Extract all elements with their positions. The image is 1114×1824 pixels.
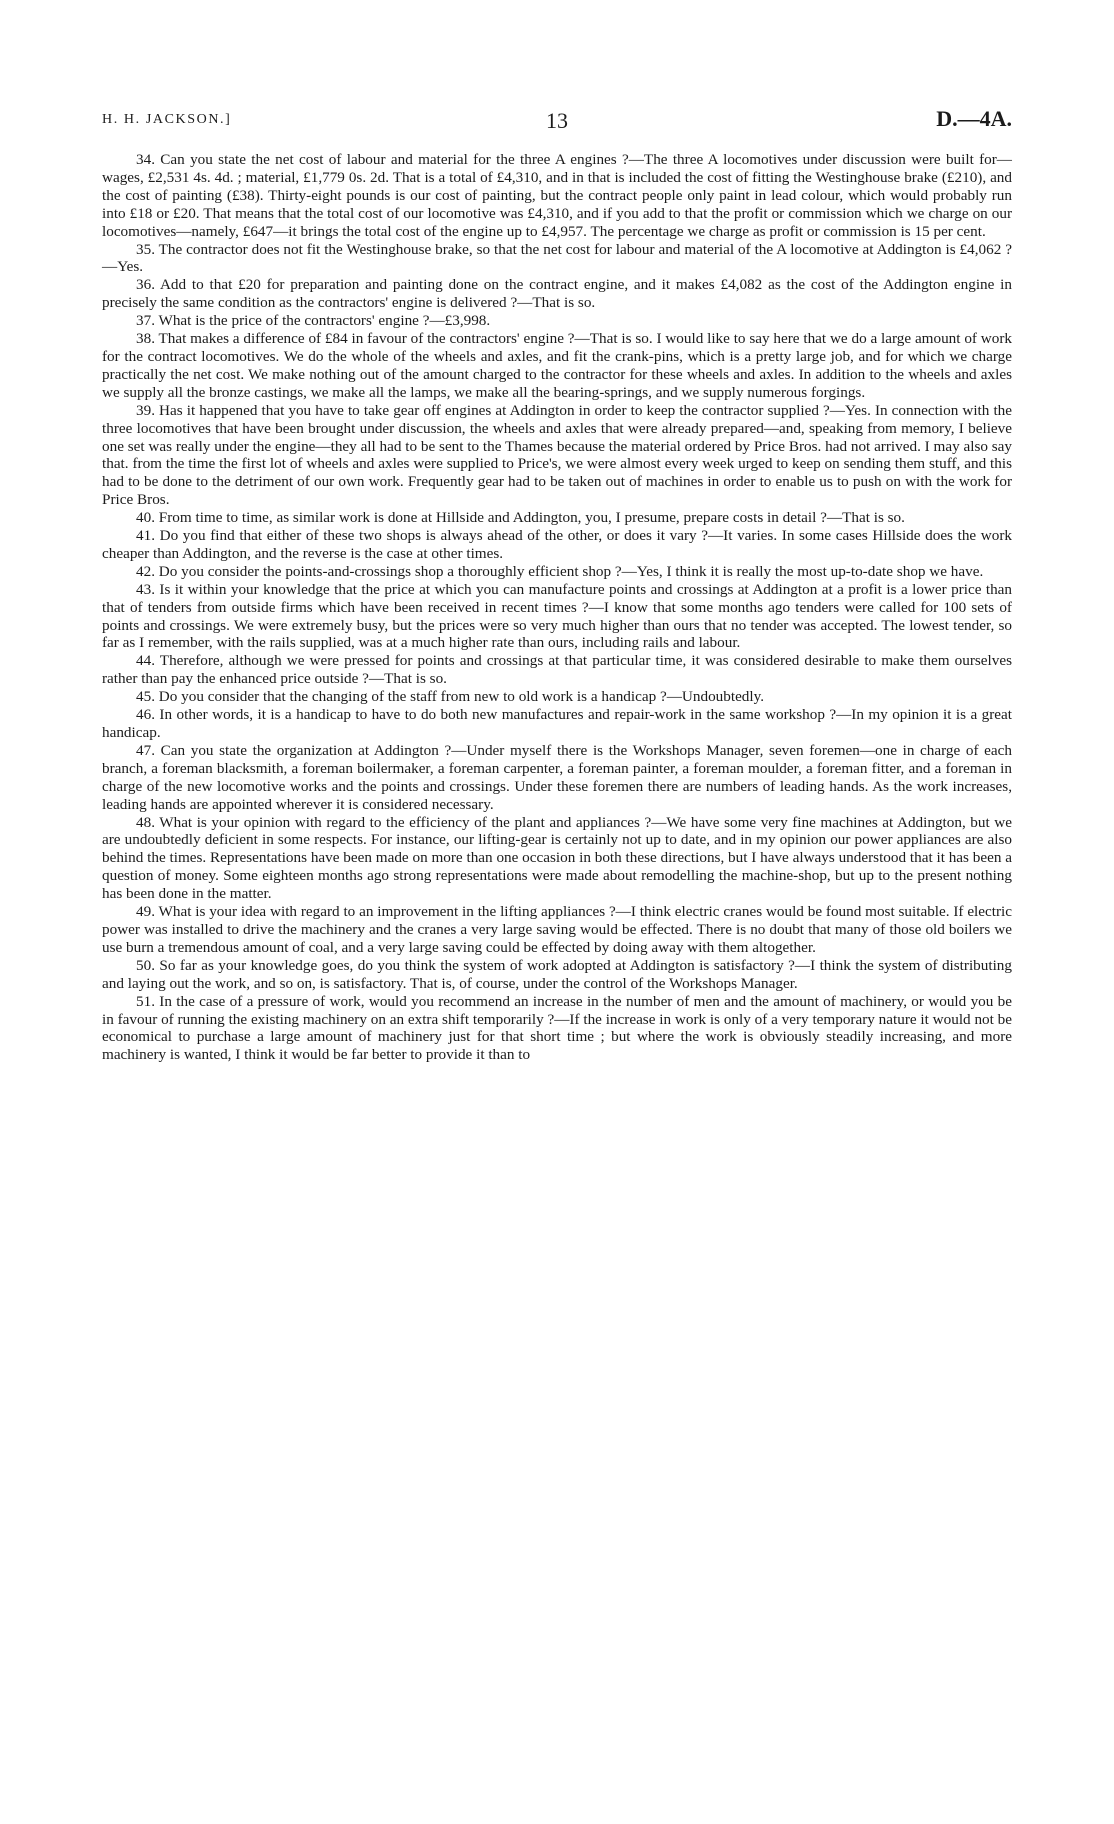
paragraph-42: 42. Do you consider the points-and-crossings shop a thoroughly efficient shop ?—Yes, I think it is really the most up-to-date shop we have. — [136, 562, 984, 580]
paragraph-46: 46. In other words, it is a handicap to have to do both new manufactures and repair-work in the same workshop ?—In my opinion it is a great handicap. — [102, 706, 1012, 741]
paragraph-51: 51. In the case of a pressure of work, would you recommend an increase in the number of men and the amount of machinery, or would you be in favour of running the existing machinery on an extra shift temporarily ?—If the increase in work is only of a very temporary nature it would not be economical to purchase a large amount of machinery just for that short time ; but where the work is obviously steadily increasing, and more machinery is wanted, I think it would be far better to provide it than to — [102, 992, 1012, 1064]
page-number: 13 — [546, 108, 568, 133]
paragraph-40: 40. From time to time, as similar work is done at Hillside and Addington, you, I presume, prepare costs in detail ?—That is so. — [136, 509, 905, 527]
paragraph-44: 44. Therefore, although we were pressed for points and crossings at that particular time, it was considered desirable to make them ourselves rather than pay the enhanced price outside ?—That is so. — [102, 652, 1012, 688]
paragraph-34: 34. Can you state the net cost of labour and material for the three A engines ?—The three A locomotives under discussion were built for—wages, £2,531 4s. 4d. ; material, £1,779 0s. 2d. That is a total of £4,310, and in that is included the cost of fitting the Westinghouse brake (£210), and the cost of painting (£38). Thirty-eight pounds is our cost of painting, but the contract people only paint in lead colour, which would probably run into £18 or £20. That means that the total cost of our locomotive was £4,310, and if you add to that the profit or commission which we charge on our locomotives—namely, £647—it brings the total cost of the engine up to £4,957. The percentage we charge as profit or commission is 15 per cent. — [102, 151, 1012, 240]
paragraph-48: 48. What is your opinion with regard to the efficiency of the plant and appliances ?—We have some very fine machines at Addington, but we are undoubtedly deficient in some respects. For instance, our lifting-gear is certainly not up to date, and in my opinion our power appliances are also behind the times. Representations have been made on more than one occasion in both these directions, but I have always understood that it has been a question of money. Some eighteen months ago strong representations were made about remodelling the machine-shop, but up to the present nothing has been done in the matter. — [102, 813, 1012, 903]
paragraph-43: 43. Is it within your knowledge that the price at which you can manufacture points and crossings at Addington at a profit is a lower price than that of tenders from outside firms which have been received in recent times ?—I know that some months ago tenders were called for 100 sets of points and crossings. We were extremely busy, but the prices were so very much higher than ours that no tender was accepted. The lowest tender, so far as I remember, with the rails supplied, was at a much higher rate than ours, including rails and labour. — [102, 580, 1012, 652]
document-body — [102, 151, 1012, 1064]
witness-name: H. H. JACKSON.] — [102, 112, 232, 127]
page-header — [102, 106, 1012, 136]
paragraph-36: 36. Add to that £20 for preparation and painting done on the contract engine, and it makes £4,082 as the cost of the Addington engine in precisely the same condition as the contractors' engine is delivered ?—That is so. — [102, 276, 1012, 312]
paragraph-50: 50. So far as your knowledge goes, do you think the system of work adopted at Addington is satisfactory ?—I think the system of distributing and laying out the work, and so on, is satisfactory. That is, of course, under the control of the Workshops Manager. — [102, 956, 1012, 992]
paragraph-39: 39. Has it happened that you have to take gear off engines at Addington in order to keep the contractor supplied ?—Yes. In connection with the three locomotives that have been brought under discussion, the wheels and axles that were already prepared—and, speaking from memory, I believe one set was really under the engine—they all had to be sent to the Thames because the material ordered by Price Bros. had not arrived. I may also say that. from the time the first lot of wheels and axles were supplied to Price's, we were almost every week urged to keep on sending them stuff, and this had to be done to the detriment of our own work. Frequently gear had to be taken out of machines in order to enable us to push on with the work for Price Bros. — [102, 401, 1012, 509]
paragraph-49: 49. What is your idea with regard to an improvement in the lifting appliances ?—I think electric cranes would be found most suitable. If electric power was installed to drive the machinery and the cranes a very large saving would be effected. There is no doubt that many of those old boilers we use burn a tremendous amount of coal, and a very large saving could be effected by doing away with them altogether. — [102, 903, 1012, 956]
paragraph-35: 35. The contractor does not fit the Westinghouse brake, so that the net cost for labour and material of the A locomotive at Addington is £4,062 ?—Yes. — [102, 240, 1012, 276]
document-reference: D.—4A. — [936, 106, 1012, 131]
paragraph-41: 41. Do you find that either of these two shops is always ahead of the other, or does it vary ?—It varies. In some cases Hillside does the work cheaper than Addington, and the reverse is the case at other times. — [102, 527, 1012, 562]
paragraph-45: 45. Do you consider that the changing of the staff from new to old work is a handicap ?—Undoubtedly. — [136, 688, 765, 706]
paragraph-38: 38. That makes a difference of £84 in favour of the contractors' engine ?—That is so. I would like to say here that we do a large amount of work for the contract locomotives. We do the whole of the wheels and axles, and fit the crank-pins, which is a pretty large job, and for which we charge practically the net cost. We make nothing out of the amount charged to the contractor for these wheels and axles. In addition to the wheels and axles we supply all the bronze castings, we make all the lamps, we make all the bearing-springs, and we supply numerous forgings. — [102, 330, 1012, 401]
paragraph-37: 37. What is the price of the contractors' engine ?—£3,998. — [136, 312, 491, 330]
paragraph-47: 47. Can you state the organization at Addington ?—Under myself there is the Workshops Manager, seven foremen—one in charge of each branch, a foreman blacksmith, a foreman boilermaker, a foreman carpenter, a foreman painter, a foreman moulder, a foreman fitter, and a foreman in charge of the new locomotive works and the points and crossings. Under these foremen there are numbers of leading hands. As the work increases, leading hands are appointed wherever it is considered necessary. — [102, 741, 1012, 813]
